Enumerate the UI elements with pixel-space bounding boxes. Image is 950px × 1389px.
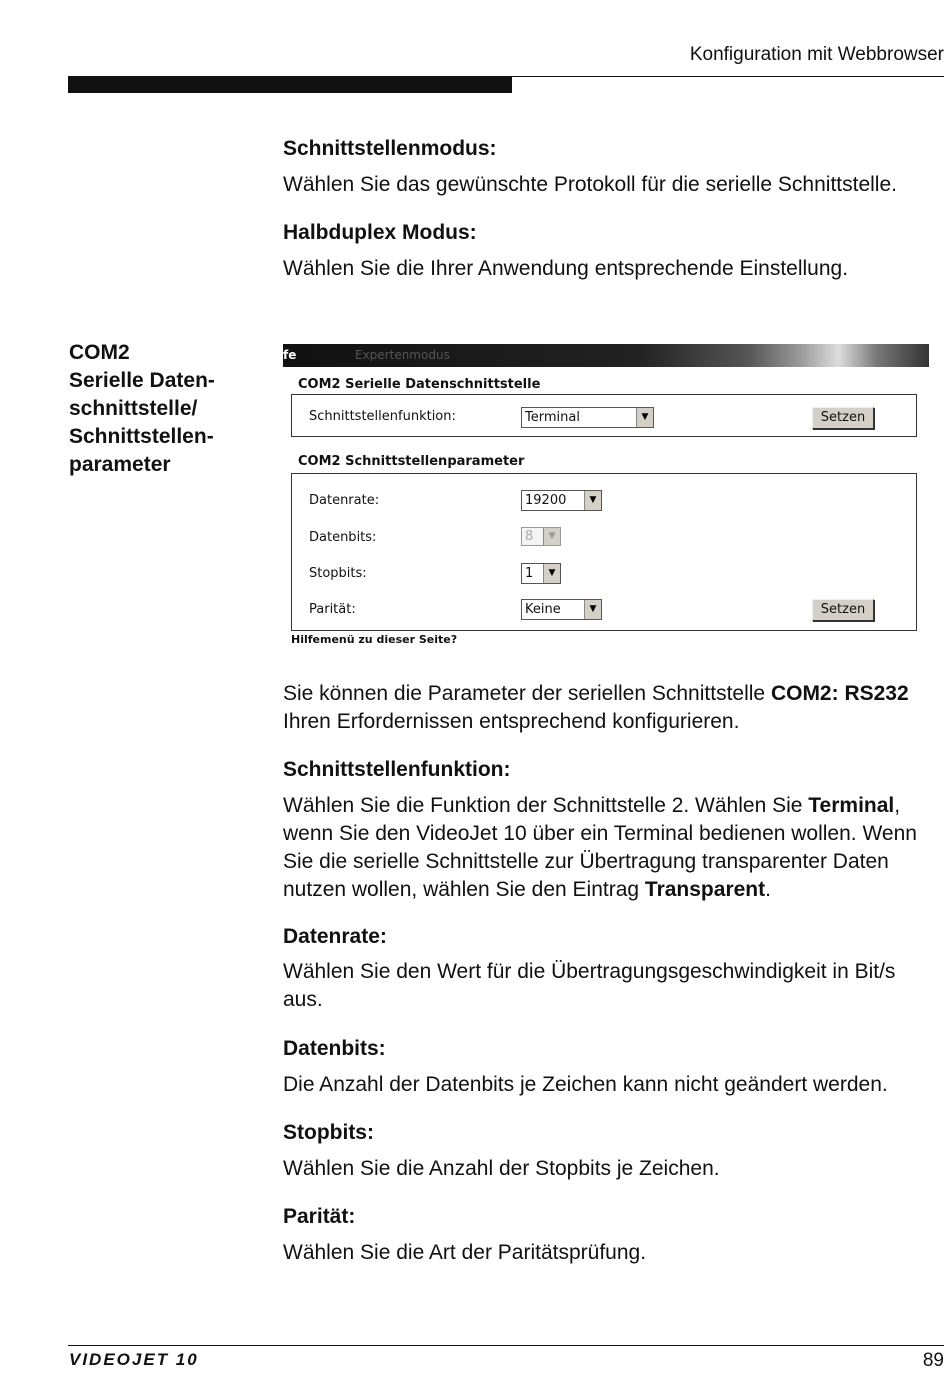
text-span: , wenn Sie den VideoJet 10 über ein Terminal bedienen wollen. Wenn Sie die serielle Schnittstelle zur Übertragung transparenter Daten nutzen wollen, wählen Sie den Eintrag bbox=[283, 794, 917, 901]
text-intro-params bbox=[283, 680, 947, 736]
header-title: Konfiguration mit Webbrowser bbox=[689, 44, 944, 65]
select-parity-value: Keine bbox=[525, 602, 561, 617]
nav-bar bbox=[283, 344, 929, 367]
select-databits-value: 8 bbox=[525, 529, 534, 544]
group-title-serial: COM2 Serielle Datenschnittstelle bbox=[298, 377, 541, 392]
chevron-down-icon: ▼ bbox=[636, 408, 653, 427]
chevron-down-icon: ▼ bbox=[584, 600, 601, 619]
group-title-params: COM2 Schnittstellenparameter bbox=[298, 454, 525, 469]
text-datarate: Wählen Sie den Wert für die Übertragungsgeschwindigkeit in Bit/s aus. bbox=[283, 960, 896, 1011]
side-heading-line: parameter bbox=[69, 453, 171, 476]
page-number: 89 bbox=[922, 1350, 944, 1371]
text-function bbox=[283, 792, 947, 904]
footer-product: VIDEOJET 10 bbox=[69, 1350, 199, 1369]
text-stopbits: Wählen Sie die Anzahl der Stopbits je Zeichen. bbox=[283, 1157, 720, 1180]
footer-rule bbox=[68, 1345, 944, 1346]
tab-expert-mode[interactable]: Expertenmodus bbox=[355, 348, 450, 362]
settings-screenshot bbox=[283, 344, 929, 650]
text-span: . bbox=[765, 878, 771, 901]
label-function: Schnittstellenfunktion: bbox=[309, 409, 456, 424]
heading-halfduplex: Halbduplex Modus: bbox=[283, 221, 477, 244]
tab-help[interactable]: fe bbox=[283, 348, 297, 362]
text-databits: Die Anzahl der Datenbits je Zeichen kann nicht geändert werden. bbox=[283, 1073, 888, 1096]
heading-interface-mode: Schnittstellenmodus: bbox=[283, 137, 497, 160]
select-datarate[interactable] bbox=[521, 490, 602, 511]
text-bold: Terminal bbox=[808, 794, 895, 817]
label-datarate: Datenrate: bbox=[309, 493, 380, 508]
select-databits bbox=[521, 527, 561, 546]
side-heading bbox=[69, 339, 269, 479]
select-function[interactable] bbox=[521, 407, 654, 428]
text-bold: Transparent bbox=[644, 878, 766, 901]
heading-parity: Parität: bbox=[283, 1205, 356, 1228]
side-heading-line: Serielle Daten- bbox=[69, 369, 215, 392]
set-button-params[interactable]: Setzen bbox=[812, 599, 874, 621]
set-button-function[interactable]: Setzen bbox=[812, 407, 874, 429]
header-rule bbox=[512, 76, 944, 77]
label-stopbits: Stopbits: bbox=[309, 566, 367, 581]
side-heading-line: COM2 bbox=[69, 341, 130, 364]
text-interface-mode: Wählen Sie das gewünschte Protokoll für die serielle Schnittstelle. bbox=[283, 173, 897, 196]
heading-datarate: Datenrate: bbox=[283, 925, 387, 948]
label-parity: Parität: bbox=[309, 602, 356, 617]
select-function-value: Terminal bbox=[525, 410, 580, 425]
label-databits: Datenbits: bbox=[309, 530, 377, 545]
heading-stopbits: Stopbits: bbox=[283, 1121, 374, 1144]
side-heading-line: Schnittstellen- bbox=[69, 425, 214, 448]
heading-databits: Datenbits: bbox=[283, 1037, 386, 1060]
select-stopbits[interactable] bbox=[521, 563, 561, 584]
text-halfduplex: Wählen Sie die Ihrer Anwendung entsprechende Einstellung. bbox=[283, 257, 849, 280]
text-parity: Wählen Sie die Art der Paritätsprüfung. bbox=[283, 1241, 647, 1264]
select-stopbits-value: 1 bbox=[525, 566, 534, 581]
text-span: Wählen Sie die Funktion der Schnittstelle 2. Wählen Sie bbox=[283, 794, 809, 817]
help-link[interactable]: Hilfemenü zu dieser Seite? bbox=[291, 633, 458, 646]
text-span: Ihren Erfordernissen entsprechend konfigurieren. bbox=[283, 710, 740, 733]
chevron-down-icon: ▼ bbox=[543, 528, 560, 545]
heading-function: Schnittstellenfunktion: bbox=[283, 758, 511, 781]
select-parity[interactable] bbox=[521, 599, 602, 620]
chevron-down-icon: ▼ bbox=[584, 491, 601, 510]
side-heading-line: schnittstelle/ bbox=[69, 397, 198, 420]
text-span: Sie können die Parameter der seriellen Schnittstelle bbox=[283, 682, 771, 705]
select-datarate-value: 19200 bbox=[525, 493, 567, 508]
text-bold: COM2: RS232 bbox=[770, 682, 909, 705]
chevron-down-icon: ▼ bbox=[543, 564, 560, 583]
header-bar bbox=[68, 76, 512, 93]
